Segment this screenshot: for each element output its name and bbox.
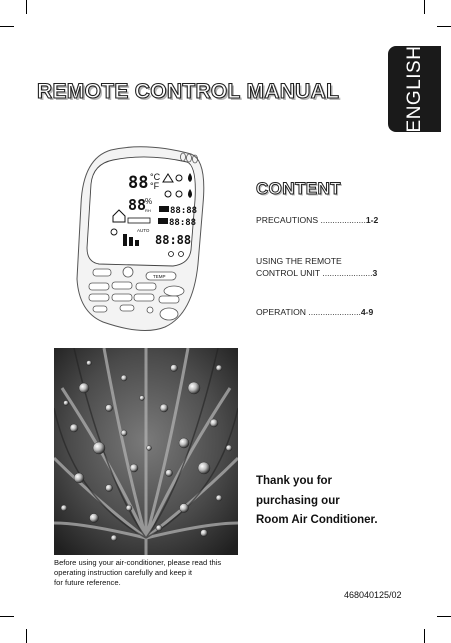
remote-control-illustration <box>73 144 219 334</box>
crop-mark <box>26 629 27 643</box>
timer-bar <box>158 218 168 224</box>
remote-button <box>136 283 156 290</box>
remote-button <box>164 286 184 296</box>
display-rh: RH <box>145 208 151 213</box>
remote-button <box>93 269 111 276</box>
toc-label: CONTROL UNIT ..................... <box>256 267 373 278</box>
crop-mark <box>437 616 451 617</box>
page-title: REMOTE CONTROL MANUAL <box>37 80 340 103</box>
caption-line: operating instruction carefully and keep it <box>54 568 193 577</box>
display-temp: 88 <box>128 173 149 193</box>
crop-mark <box>26 0 27 14</box>
remote-button <box>93 306 107 312</box>
thanks-line: Thank you for <box>256 475 333 487</box>
toc-pages: 3 <box>372 267 378 278</box>
language-label: ENGLISH <box>403 45 425 133</box>
thanks-line: Room Air Conditioner. <box>256 514 378 526</box>
caption <box>54 558 244 588</box>
display-unit-f: °F <box>150 181 160 191</box>
fan-speed-bar <box>123 234 127 246</box>
remote-button <box>147 307 153 313</box>
display-humidity: 88 <box>128 196 147 214</box>
fan-speed-bar <box>135 240 139 246</box>
remote-button <box>160 308 178 320</box>
remote-button <box>89 283 109 290</box>
timer-bar <box>159 206 169 212</box>
caption-line: for future reference. <box>54 578 121 587</box>
toc-label-line1: USING THE REMOTE <box>256 256 342 266</box>
toc-pages: 1-2 <box>365 215 379 225</box>
content-heading: CONTENT <box>256 179 341 198</box>
display-auto: AUTO <box>137 228 150 233</box>
remote-button <box>112 282 132 289</box>
remote-button <box>134 294 154 301</box>
toc-label: OPERATION ...................... <box>256 307 361 317</box>
display-timer-2: 88:88 <box>169 218 197 228</box>
crop-mark <box>0 26 14 27</box>
language-tab <box>388 46 441 132</box>
remote-button <box>159 296 179 303</box>
crop-mark <box>0 616 14 617</box>
remote-button <box>89 294 109 301</box>
crop-mark <box>424 629 425 643</box>
toc-pages: 4-9 <box>360 307 374 317</box>
display-percent: % <box>145 197 153 206</box>
display-timer-1: 88:88 <box>170 206 198 216</box>
caption-line: Before using your air-conditioner, please read this <box>54 558 222 567</box>
toc-item-precautions <box>256 215 378 227</box>
document-code: 468040125/02 <box>344 590 402 600</box>
thanks-line: purchasing our <box>256 494 340 507</box>
crop-mark <box>424 0 425 14</box>
temp-button-label: TEMP <box>153 274 166 279</box>
toc-item-using-remote <box>256 256 377 279</box>
toc-label: PRECAUTIONS ................... <box>256 215 366 225</box>
fan-speed-bar <box>129 237 133 246</box>
crop-mark <box>437 26 451 27</box>
remote-button <box>123 267 133 277</box>
leaf-photo <box>54 348 238 555</box>
remote-button <box>112 294 132 301</box>
remote-button <box>120 305 134 311</box>
display-clock: 88:88 <box>155 233 192 247</box>
toc-item-operation <box>256 307 373 319</box>
thank-you-message <box>256 472 378 531</box>
display-unit-c: °C <box>150 172 161 182</box>
